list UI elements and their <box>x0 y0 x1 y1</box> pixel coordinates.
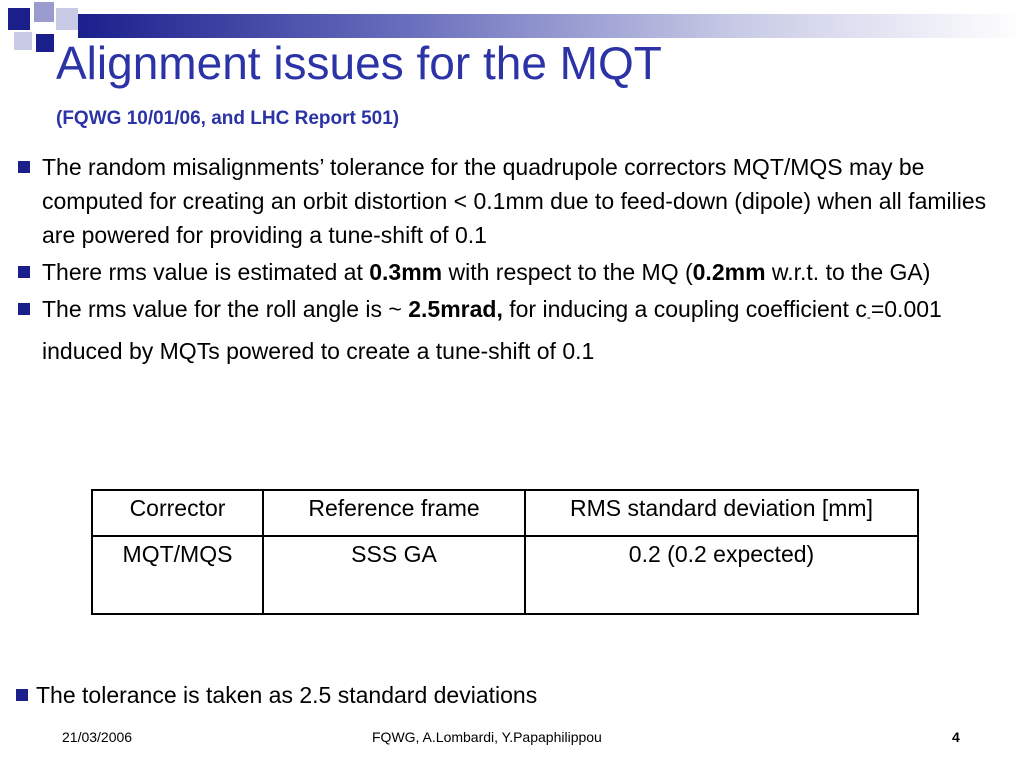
bullet-text: The rms value for the roll angle is ~ <box>42 296 409 322</box>
bullet-bold: 2.5mrad, <box>408 296 503 322</box>
bullet-text: for inducing a coupling coefficient c <box>502 296 867 322</box>
decor-square <box>14 32 32 50</box>
bullet-item <box>16 150 1006 252</box>
tolerance-table <box>91 489 919 615</box>
table-row <box>92 536 918 614</box>
table-cell: SSS GA <box>263 536 525 614</box>
bullet-text: w.r.t. to the GA) <box>765 259 931 285</box>
slide-title: Alignment issues for the MQT <box>56 37 662 89</box>
tolerance-text: The tolerance is taken as 2.5 standard deviations <box>36 682 538 708</box>
footer-date: 21/03/2006 <box>62 729 133 745</box>
bullet-square-icon <box>16 689 28 701</box>
decor-square <box>8 8 30 30</box>
title-bar-gradient <box>78 14 1024 38</box>
tolerance-note <box>16 682 537 709</box>
bullet-item <box>16 255 1006 289</box>
table-header-cell: RMS standard deviation [mm] <box>525 490 918 536</box>
bullet-text: The random misalignments’ tolerance for the quadrupole correctors MQT/MQS may be computed for creating an orbit distortion < 0.1mm due to feed-down (dipole) when all families are powered for providing a tune-shift of 0.1 <box>42 154 987 248</box>
decor-square <box>36 34 54 52</box>
bullet-item <box>16 292 1006 368</box>
bullet-text: =0.001 induced by MQTs powered to create a tune-shift of 0.1 <box>42 296 942 364</box>
bullet-square-icon <box>18 161 30 173</box>
table-cell: 0.2 (0.2 expected) <box>525 536 918 614</box>
bullet-list <box>16 150 1006 371</box>
bullet-bold: 0.2mm <box>692 259 766 285</box>
table-cell: MQT/MQS <box>92 536 263 614</box>
table-header-cell: Corrector <box>92 490 263 536</box>
decor-square <box>56 8 78 30</box>
bullet-text: There rms value is estimated at <box>42 259 370 285</box>
bullet-square-icon <box>18 266 30 278</box>
bullet-square-icon <box>18 303 30 315</box>
footer-page-number: 4 <box>952 729 960 745</box>
table-header-row <box>92 490 918 536</box>
subscript: - <box>866 310 871 324</box>
table-header-cell: Reference frame <box>263 490 525 536</box>
slide-subtitle: (FQWG 10/01/06, and LHC Report 501) <box>56 108 400 129</box>
decor-square <box>34 2 54 22</box>
bullet-bold: 0.3mm <box>369 259 443 285</box>
bullet-text: with respect to the MQ ( <box>442 259 693 285</box>
footer-authors: FQWG, A.Lombardi, Y.Papaphilippou <box>372 729 602 745</box>
